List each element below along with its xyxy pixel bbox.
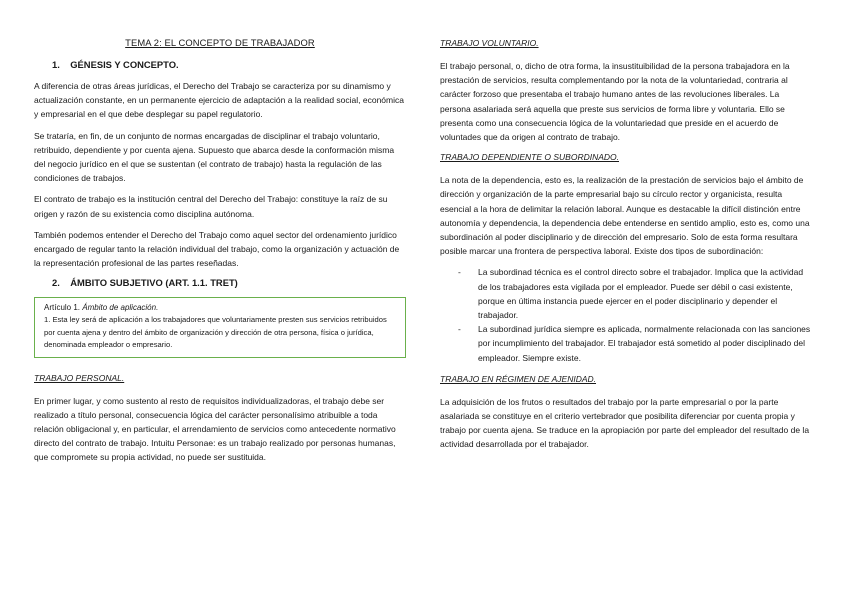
paragraph-trabajo-personal: En primer lugar, y como sustento al resto de requisitos individualizadoras, el trabajo debe ser realizado a título personal, consecuencia lógica del carácter personalísimo atribuible a toda relación obligacional y, en particular, el arrendamiento de servicios como antecedente normativo directo del contrato de trabajo. Intuitu Personae: es un trabajo realizado por personas humanas, que compromete su propia actividad, no puede ser sustituida. xyxy=(34,395,396,463)
article-number: Artículo 1. xyxy=(44,303,81,313)
subheading-trabajo-personal: TRABAJO PERSONAL. xyxy=(34,372,125,383)
right-column xyxy=(440,32,812,459)
article-quote-box xyxy=(34,297,406,357)
left-column xyxy=(34,32,406,472)
list-item xyxy=(440,265,812,322)
document-title: TEMA 2: EL CONCEPTO DE TRABAJADOR xyxy=(125,37,315,48)
subheading-trabajo-voluntario: TRABAJO VOLUNTARIO. xyxy=(440,38,539,48)
article-header xyxy=(44,302,397,314)
subheading-trabajo-ajenidad: TRABAJO EN RÉGIMEN DE AJENIDAD. xyxy=(440,373,597,384)
article-title: Ámbito de aplicación. xyxy=(82,303,159,313)
article-text: 1. Esta ley será de aplicación a los trabajadores que voluntariamente presten sus servicios retribuidos por cuenta ajena y dentro del ámbito de organización y dirección de otra persona, física o jurídica, denominada empleador o empresario. xyxy=(44,315,387,350)
paragraph-trabajo-ajenidad: La adquisición de los frutos o resultados del trabajo por la parte empresarial o por la parte asalariada se constituye en el criterio vertebrador que posibilita diferenciar por cuenta propia y trabajo por cuenta ajena. Se traduce en la apropiación por parte del empleador del resultado de la actividad desarrollada por el trabajador. xyxy=(440,396,810,450)
section-2-heading xyxy=(34,277,406,288)
list-item-text: La subordinad técnica es el control directo sobre el trabajador. Implica que la actividad de los trabajadores esta vigilada por el empleador. Puede ser débil o casi existente, porque en última instancia puede ejercer en el poder disciplinario y depender el trabajador. xyxy=(478,267,804,321)
paragraph-trabajo-dependiente: La nota de la dependencia, esto es, la realización de la prestación de servicios bajo el ámbito de dirección y organización de la parte empresarial bajo su círculo rector y organicista, resulta esencial a la hora de delimitar la relación laboral. Aunque es destacable la difícil distinción entre autonomía y dependencia, la dependencia debe entenderse en sentido amplio, esto es, como una subordinación al poder disciplinario y de dirección del empresario. Solo de esta forma resultara posible marcar una frontera de perspectiva laboral. Existe dos tipos de subordinación: xyxy=(440,175,810,257)
list-item xyxy=(440,322,812,365)
dash-marker: - xyxy=(458,267,461,278)
subheading-trabajo-dependiente: TRABAJO DEPENDIENTE O SUBORDINADO. xyxy=(440,152,619,163)
section-1-title: GÉNESIS Y CONCEPTO. xyxy=(70,59,179,70)
section-1-number: 1. xyxy=(52,59,60,70)
section-2-number: 2. xyxy=(52,277,60,289)
paragraph-genesis-4: También podemos entender el Derecho del Trabajo como aquel sector del ordenamiento jurídico encargado de regular tanto la relación individual del trabajo, como la organización y actuación de la representación profesional de las partes reseñadas. xyxy=(34,229,400,269)
section-1-heading xyxy=(34,59,406,70)
section-2-title: ÁMBITO SUBJETIVO (ART. 1.1. TRET) xyxy=(70,277,238,289)
paragraph-trabajo-voluntario: El trabajo personal, o, dicho de otra forma, la insustituibilidad de la persona trabajadora en la prestación de servicios, resulta complementando por la nota de la voluntariedad, contraria al carácter forzoso que presentaba el trabajo humano antes de las revoluciones liberales. La persona asalariada será aquella que preste sus servicios de forma libre y voluntaria. Ello se presenta como una consecuencia lógica de la voluntariedad que preside en el acuerdo de voluntades que da origen al contrato de trabajo. xyxy=(440,61,790,143)
paragraph-genesis-1: A diferencia de otras áreas jurídicas, el Derecho del Trabajo se caracteriza por su dinamismo y actualización constante, en un permanente ejercicio de adaptación a la realidad social, económica y empresarial en el que debe desplegar su papel regulatorio. xyxy=(34,81,404,120)
subordination-list xyxy=(440,265,812,364)
paragraph-genesis-2: Se trataría, en fin, de un conjunto de normas encargadas de disciplinar el trabajo voluntario, retribuido, dependiente y por cuenta ajena. Supuesto que abarca desde la conformación misma del negocio jurídico en el que se sustentan (el contrato de trabajo) hasta la regulación de las condiciones de trabajos. xyxy=(34,130,395,184)
list-item-text: La subordinad jurídica siempre es aplicada, normalmente relacionada con las sanciones por incumplimiento del trabajador. El trabajador está sometido al poder disciplinado del empleador. Siempre existe. xyxy=(478,324,811,363)
paragraph-genesis-3: El contrato de trabajo es la institución central del Derecho del Trabajo: constituye la raíz de su origen y razón de su existencia como disciplina autónoma. xyxy=(34,194,388,219)
dash-marker: - xyxy=(458,324,461,335)
